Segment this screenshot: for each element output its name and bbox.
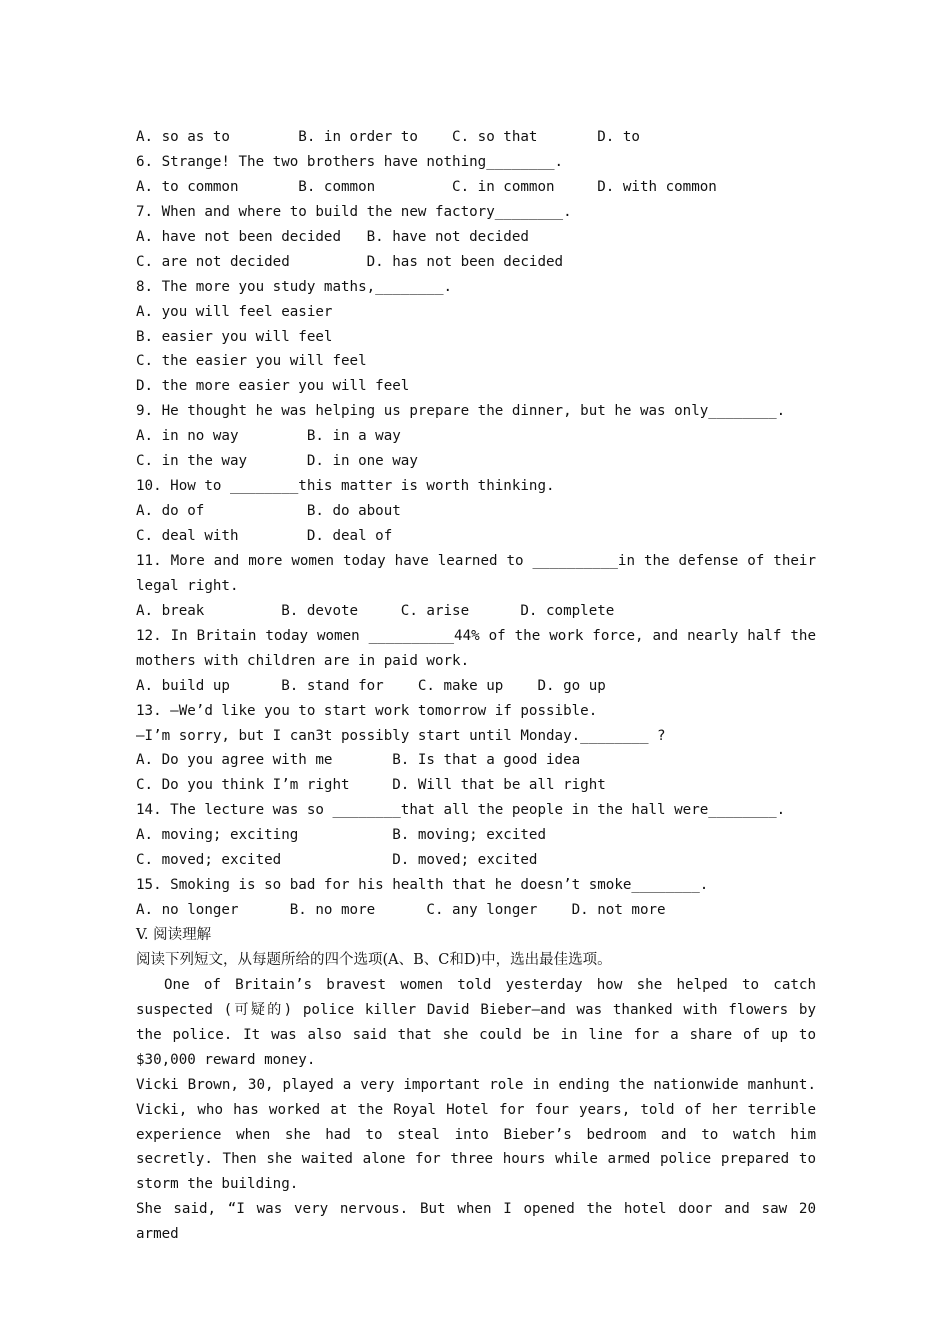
text-line: A. Do you agree with me B. Is that a good idea bbox=[136, 752, 581, 769]
text-line: C. in the way D. in one way bbox=[136, 453, 418, 470]
text-line: A. have not been decided B. have not decided bbox=[136, 228, 529, 245]
text-line: B. easier you will feel bbox=[136, 328, 333, 345]
text-line: Vicki Brown, 30, played a very important role in ending the nationwide manhunt. bbox=[136, 1076, 816, 1093]
text-line: 阅读下列短文，从每题所给的四个选项(A、B、C和D)中，选出最佳选项。 bbox=[136, 951, 612, 968]
section-heading: V. 阅读理解 bbox=[136, 927, 212, 943]
text-line: 14. The lecture was so ________that all the people in the hall were________. bbox=[136, 802, 786, 819]
text-line: 12. In Britain today women __________44% of the work force, and nearly half the bbox=[136, 627, 816, 644]
text-line: mothers with children are in paid work. bbox=[136, 652, 470, 669]
text-line: 6. Strange! The two brothers have nothing________. bbox=[136, 153, 564, 170]
text-line: legal right. bbox=[136, 577, 239, 594]
text-line: 9. He thought he was helping us prepare the dinner, but he was only________. bbox=[136, 403, 786, 420]
text-line: secretly. Then she waited alone for three hours while armed police prepared to bbox=[136, 1151, 816, 1168]
text-line: A. to common B. common C. in common D. with common bbox=[136, 178, 717, 195]
text-line: $30,000 reward money. bbox=[136, 1051, 316, 1068]
text-line: D. the more easier you will feel bbox=[136, 378, 410, 395]
text-line: 15. Smoking is so bad for his health that he doesn’t smoke________. bbox=[136, 877, 709, 894]
text-line: C. moved; excited D. moved; excited bbox=[136, 852, 538, 869]
text-line: A. so as to B. in order to C. so that D. to bbox=[136, 129, 640, 145]
text-line: A. no longer B. no more C. any longer D. not more bbox=[136, 902, 666, 919]
document-page bbox=[136, 125, 816, 1243]
text-line: She said, “I was very nervous. But when I opened the hotel door and saw 20 armed bbox=[136, 1201, 816, 1243]
text-line: A. build up B. stand for C. make up D. go up bbox=[136, 677, 606, 694]
text-line: 13. —We’d like you to start work tomorrow if possible. bbox=[136, 702, 598, 719]
text-line: C. are not decided D. has not been decided bbox=[136, 253, 564, 270]
text-line: —I’m sorry, but I can3t possibly start until Monday.________ ? bbox=[136, 727, 666, 744]
text-line: A. do of B. do about bbox=[136, 503, 401, 520]
text-line: suspected (可疑的) police killer David Bieber—and was thanked with flowers by bbox=[136, 1001, 816, 1018]
text-line: 7. When and where to build the new factory________. bbox=[136, 203, 572, 220]
text-line: C. the easier you will feel bbox=[136, 353, 367, 370]
text-line: 10. How to ________this matter is worth thinking. bbox=[136, 478, 555, 495]
text-line: experience when she had to steal into Bieber’s bedroom and to watch him bbox=[136, 1126, 816, 1143]
text-line: the police. It was also said that she could be in line for a share of up to bbox=[136, 1026, 816, 1043]
text-line: One of Britain’s bravest women told yesterday how she helped to catch bbox=[164, 976, 816, 993]
text-line: 11. More and more women today have learned to __________in the defense of their bbox=[136, 552, 816, 569]
text-line: A. in no way B. in a way bbox=[136, 428, 401, 445]
text-line: A. break B. devote C. arise D. complete bbox=[136, 602, 615, 619]
text-line: storm the building. bbox=[136, 1176, 299, 1193]
text-line: 8. The more you study maths,________. bbox=[136, 278, 453, 295]
text-line: A. moving; exciting B. moving; excited bbox=[136, 827, 546, 844]
text-line: Vicki, who has worked at the Royal Hotel for four years, told of her terrible bbox=[136, 1101, 816, 1118]
text-line: C. Do you think I’m right D. Will that be all right bbox=[136, 777, 606, 794]
text-line: A. you will feel easier bbox=[136, 303, 333, 320]
text-line: C. deal with D. deal of bbox=[136, 528, 393, 544]
